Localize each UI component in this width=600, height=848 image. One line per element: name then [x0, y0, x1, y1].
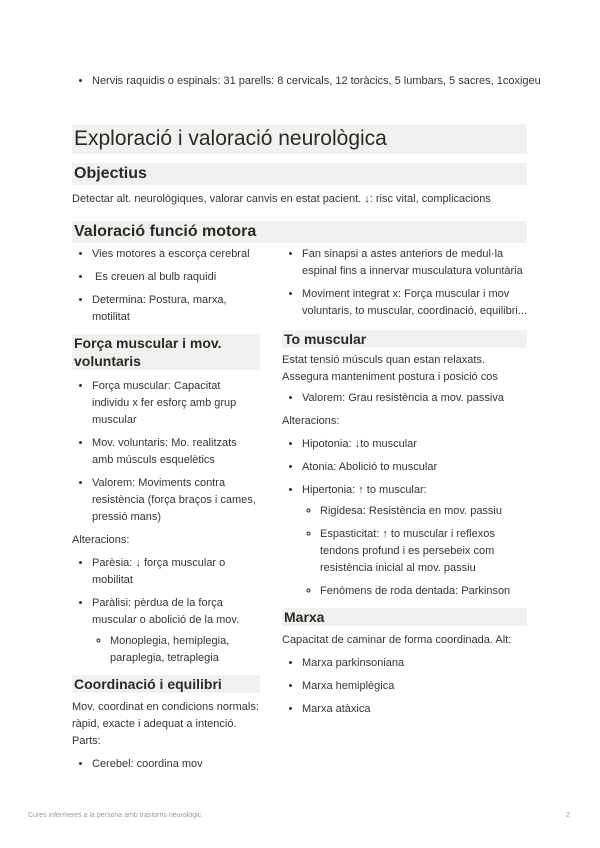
list-item — [302, 482, 527, 600]
list-item: • Marxa parkinsoniana — [302, 655, 527, 672]
list-item-text: Hipertonia: ↑ to muscular: — [302, 484, 427, 496]
list-item: • Vies motores a escorça cerebral — [92, 246, 260, 263]
to-muscular-valorem-list — [282, 390, 527, 407]
left-column — [72, 246, 260, 779]
forca-list — [72, 378, 260, 526]
forca-heading: Força muscular i mov. voluntaris — [72, 334, 260, 370]
motora-right-list — [282, 246, 527, 320]
objectius-text: Detectar alt. neurològiques, valorar canvis en estat pacient. ↓: risc vital, complicacions — [72, 193, 491, 205]
list-item: • Parèsia: ↓ força muscular o mobilitat — [92, 555, 260, 589]
list-item: • Valorem: Moviments contra resistència (força braços i cames, pressió mans) — [92, 475, 260, 526]
forca-alteracions-label: Alteracions: — [72, 534, 130, 546]
coordinacio-list — [72, 756, 260, 773]
sublist-item: ◦ Rigidesa: Resistència en mov. passiu — [320, 503, 527, 520]
list-item: • Valorem: Grau resistència a mov. passiva — [302, 390, 527, 407]
list-item — [92, 595, 260, 667]
paralisi-sublist — [92, 633, 260, 667]
list-item: • Marxa atàxica — [302, 701, 527, 718]
hipertonia-sublist — [302, 503, 527, 600]
right-column — [282, 246, 527, 724]
marxa-heading: Marxa — [282, 608, 527, 626]
footer-text: Cures infermeres a la persona amb trastorns neurològic — [28, 812, 202, 819]
motora-heading: Valoració funció motora — [72, 221, 527, 243]
forca-alteracions-list — [72, 555, 260, 667]
list-item: • Moviment integrat x: Força muscular i mov voluntaris, to muscular, coordinació, equilibri... — [302, 286, 527, 320]
to-muscular-heading: To muscular — [282, 330, 527, 348]
coordinacio-heading: Coordinació i equilibri — [72, 675, 260, 693]
list-item: • Atonia: Abolició to muscular — [302, 459, 527, 476]
sublist-item: ◦ Fenòmens de roda dentada: Parkinson — [320, 583, 527, 600]
list-item: • Marxa hemiplègica — [302, 678, 527, 695]
sublist-item: ◦ Espasticitat: ↑ to muscular i reflexos tendons profund i es persebeix com resistència inicial al mov. passiu — [320, 526, 527, 577]
list-item: • Cerebel: coordina mov — [92, 756, 260, 773]
motora-section-title-wrap — [72, 221, 527, 243]
list-item: • Es creuen al bulb raquidi — [92, 269, 260, 286]
page-title: Exploració i valoració neurològica — [72, 124, 527, 154]
list-item: • Hipotonia: ↓to muscular — [302, 436, 527, 453]
list-item: • Mov. voluntaris: Mo. realitzats amb músculs esquelètics — [92, 435, 260, 469]
motora-left-list — [72, 246, 260, 326]
page-number: 2 — [566, 812, 570, 819]
objectius-section — [72, 163, 527, 208]
list-item-text: Paràlisi: pèrdua de la força muscular o abolició de la mov. — [92, 597, 240, 626]
top-list — [72, 73, 547, 90]
sublist-item: ◦ Monoplegia, hemiplegia, paraplegia, tetraplegia — [110, 633, 260, 667]
marxa-list — [282, 655, 527, 718]
to-muscular-alteracions-label: Alteracions: — [282, 415, 340, 427]
coordinacio-text: Mov. coordinat en condicions normals: ràpid, exacte i adequat a intenció. Parts: — [72, 701, 259, 747]
marxa-text: Capacitat de caminar de forma coordinada. Alt: — [282, 634, 512, 646]
list-item: • Força muscular: Capacitat individu x fer esforç amb grup muscular — [92, 378, 260, 429]
to-muscular-text: Estat tensió músculs quan estan relaxats. Assegura manteniment postura i posició cos — [282, 354, 498, 383]
list-item: • Fan sinapsi a astes anteriors de medul·la espinal fins a innervar musculatura voluntària — [302, 246, 527, 280]
objectius-heading: Objectius — [72, 163, 527, 185]
to-muscular-alteracions-list — [282, 436, 527, 600]
list-item: • Nervis raquidis o espinals: 31 parells: 8 cervicals, 12 toràcics, 5 lumbars, 5 sacres, 1coxigeu — [92, 73, 547, 90]
list-item: • Determina: Postura, marxa, motilitat — [92, 292, 260, 326]
